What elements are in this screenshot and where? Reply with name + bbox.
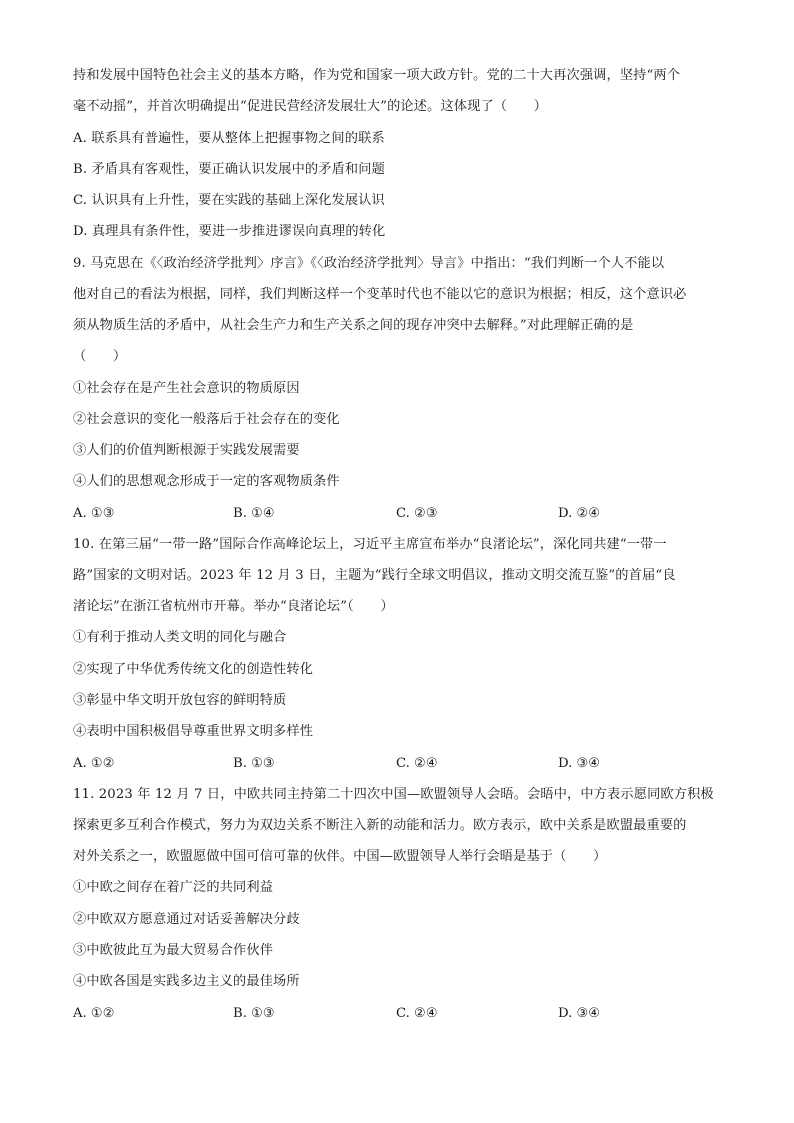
q8-option-d: D. 真理具有条件性，要进一步推进谬误向真理的转化 (73, 224, 386, 239)
q10-statement-4: ④表明中国积极倡导尊重世界文明多样性 (73, 724, 314, 739)
q11-stem-line-2: 探索更多互利合作模式，努力为双边关系不断注入新的动能和活力。欧方表示，欧中关系是欧盟最重要的 (73, 818, 687, 833)
q11-statement-2: ②中欧双方愿意通过对话妥善解决分歧 (73, 912, 300, 927)
q8-stem-line-2: 毫不动摇”，并首次明确提出“促进民营经济发展壮大”的论述。这体现了（ ） (73, 99, 548, 114)
q11-statement-4: ④中欧各国是实践多边主义的最佳场所 (73, 974, 300, 989)
q11-stem-line-1: 11. 2023 年 12 月 7 日，中欧共同主持第二十四次中国—欧盟领导人会晤。会晤中，中方表示愿同欧方积极 (73, 787, 714, 802)
q10-choice-d: D. ③④ (558, 756, 601, 771)
q8-option-a: A. 联系具有普遍性，要从整体上把握事物之间的联系 (73, 131, 385, 146)
q11-choice-d: D. ③④ (558, 1006, 601, 1021)
q10-choice-c: C. ②④ (396, 756, 438, 771)
q9-stem-line-1: 9. 马克思在《〈政治经济学批判〉序言》《〈政治经济学批判〉导言》中指出：“我们判断一个人不能以 (73, 256, 665, 271)
q9-statement-4: ④人们的思想观念形成于一定的客观物质条件 (73, 474, 340, 489)
q10-statement-2: ②实现了中华优秀传统文化的创造性转化 (73, 662, 314, 677)
q8-stem-line-1: 持和发展中国特色社会主义的基本方略，作为党和国家一项大政方针。党的二十大再次强调，坚持“两个 (73, 68, 681, 83)
q9-choice-c: C. ②③ (396, 506, 438, 521)
q8-option-c: C. 认识具有上升性，要在实践的基础上深化发展认识 (73, 193, 385, 208)
q10-choice-a: A. ①② (73, 756, 115, 771)
q11-statement-3: ③中欧彼此互为最大贸易合作伙伴 (73, 943, 274, 958)
q11-stem-line-3: 对外关系之一，欧盟愿做中国可信可靠的伙伴。中国—欧盟领导人举行会晤是基于（ ） (73, 849, 607, 864)
q9-stem-line-2: 他对自己的看法为根据，同样，我们判断这样一个变革时代也不能以它的意识为根据；相反，这个意识必 (73, 287, 687, 302)
q8-option-b: B. 矛盾具有客观性，要正确认识发展中的矛盾和问题 (73, 162, 385, 177)
q9-statement-2: ②社会意识的变化一般落后于社会存在的变化 (73, 412, 340, 427)
q9-stem-line-3: 须从物质生活的矛盾中，从社会生产力和生产关系之间的现存冲突中去解释。”对此理解正确的是 (73, 318, 634, 333)
q10-stem-line-2: 路”国家的文明对话。2023 年 12 月 3 日，主题为“践行全球文明倡议，推动文明交流互鉴”的首届“良 (73, 568, 676, 583)
q11-statement-1: ①中欧之间存在着广泛的共同利益 (73, 880, 274, 895)
q11-choice-c: C. ②④ (396, 1006, 438, 1021)
q9-stem-line-4: （ ） (73, 349, 127, 364)
q10-stem-line-3: 渚论坛”在浙江省杭州市开幕。举办“良渚论坛”（ ） (73, 599, 394, 614)
q10-choice-b: B. ①③ (233, 756, 275, 771)
q10-statement-1: ①有利于推动人类文明的同化与融合 (73, 630, 287, 645)
q9-statement-3: ③人们的价值判断根源于实践发展需要 (73, 443, 300, 458)
q11-choice-b: B. ①③ (233, 1006, 275, 1021)
q10-stem-line-1: 10. 在第三届“一带一路”国际合作高峰论坛上，习近平主席宣布举办“良渚论坛”，深化同共建“一带一 (73, 537, 667, 552)
q9-choice-a: A. ①③ (73, 506, 115, 521)
q9-choice-b: B. ①④ (233, 506, 275, 521)
q10-statement-3: ③彰显中华文明开放包容的鲜明特质 (73, 693, 287, 708)
q9-statement-1: ①社会存在是产生社会意识的物质原因 (73, 381, 300, 396)
q9-choice-d: D. ②④ (558, 506, 601, 521)
q11-choice-a: A. ①② (73, 1006, 115, 1021)
